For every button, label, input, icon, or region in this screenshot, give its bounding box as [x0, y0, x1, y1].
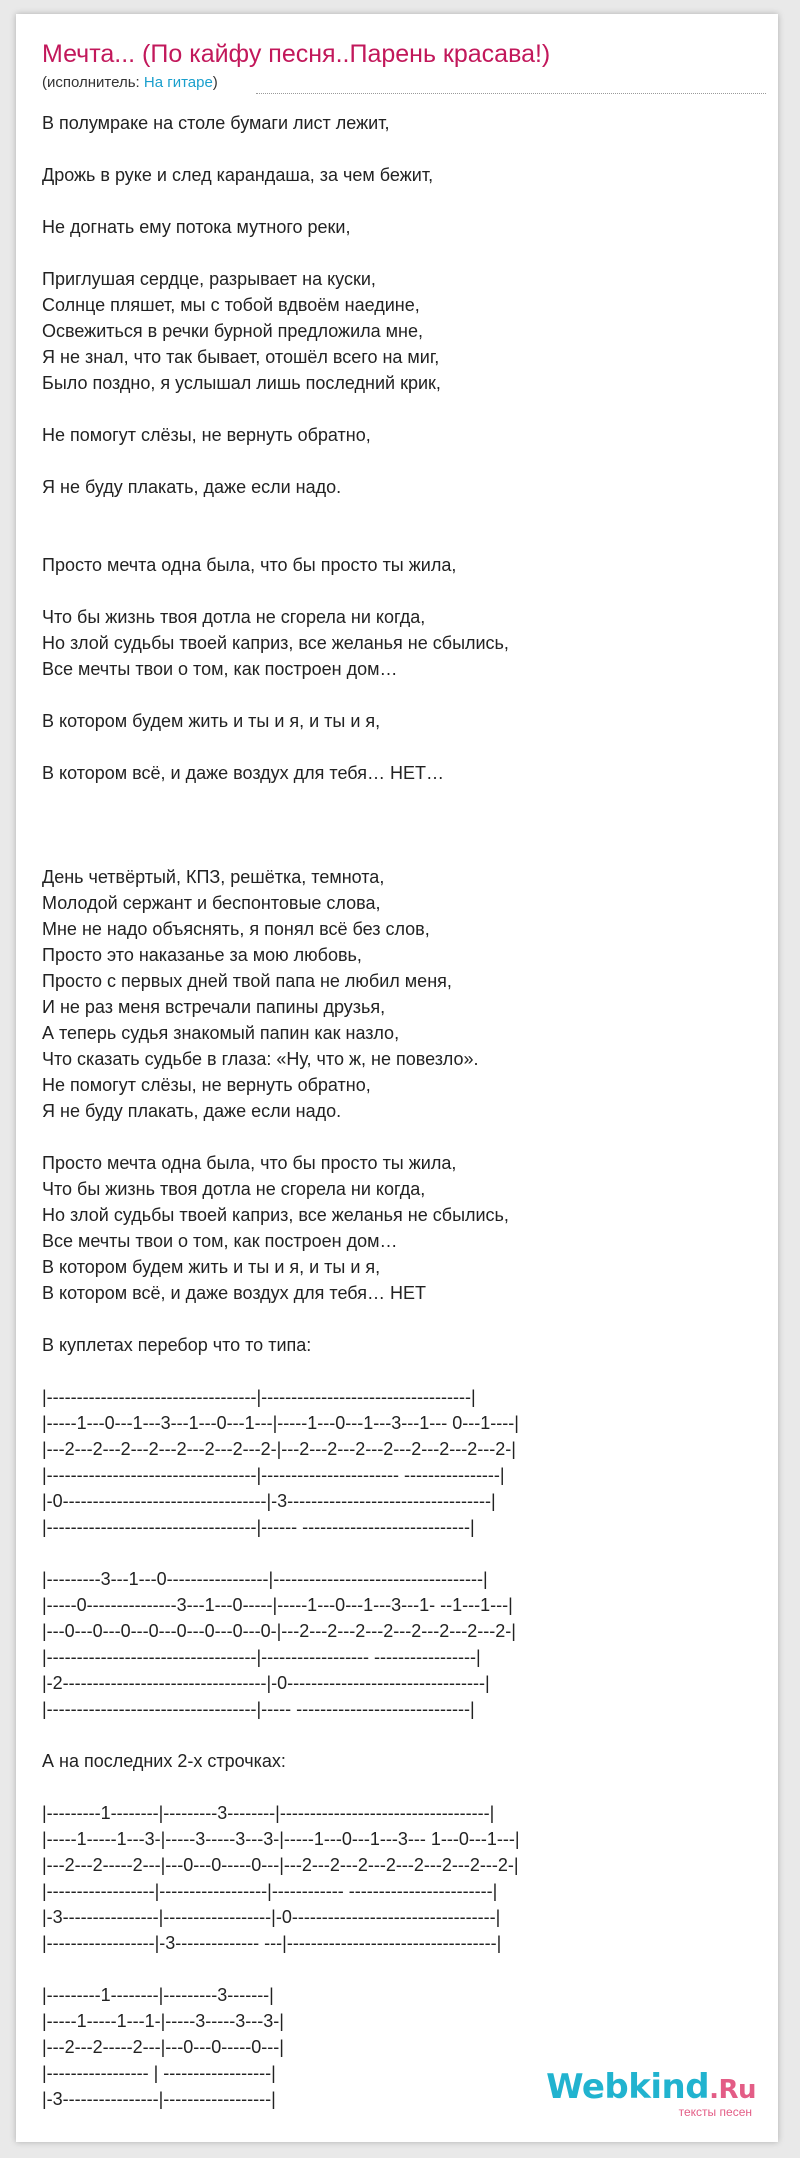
- content-card: [16, 14, 778, 2142]
- logo-tagline: тексты песен: [678, 2105, 752, 2119]
- logo-brand: Webkind: [546, 2067, 710, 2107]
- title-divider: [256, 93, 766, 94]
- logo-wordmark: [546, 2067, 756, 2107]
- site-logo[interactable]: [546, 2067, 756, 2119]
- song-lyrics: В полумраке на столе бумаги лист лежит, Дрожь в руке и след карандаша, за чем бежит, Не догнать ему потока мутного реки, Приглушая сердце, разрывает на куски, Солнце пляшет, мы с тобой вдвоём наедине, Освежиться в речки бурной предложила мне, Я не знал, что так бывает, отошёл всего на миг, Было поздно, я услышал лишь последний крик, Не помогут слёзы, не вернуть обратно, Я не буду плакать, даже если надо. Просто мечта одна была, что бы просто ты жила, Что бы жизнь твоя дотла не сгорела ни когда, Но злой судьбы твоей каприз, все желанья не сбылись, Все мечты твои о том, как построен дом… В котором будем жить и ты и я, и ты и я, В котором всё, и даже воздух для тебя… НЕТ… День четвёртый, КПЗ, решётка, темнота, Молодой сержант и беспонтовые слова, Мне не надо объяснять, я понял всё без слов, Просто это наказанье за мою любовь, Просто с первых дней твой папа не любил меня, И не раз меня встречали папины друзья, А теперь судья знакомый папин как назло, Что сказать судьбе в глаза: «Ну, что ж, не повезло». Не помогут слёзы, не вернуть обратно, Я не буду плакать, даже если надо. Просто мечта одна была, что бы просто ты жила, Что бы жизнь твоя дотла не сгорела ни когда, Но злой судьбы твоей каприз, все желанья не сбылись, Все мечты твои о том, как построен дом… В котором будем жить и ты и я, и ты и я, В котором всё, и даже воздух для тебя… НЕТ В куплетах перебор что то типа: |-----------------------------------|-----------------------------------| |-----1---0---1---3---1---0---1---|-----1---0---1---3---1--- 0---1----| |---2---2---2---2---2---2---2---2-|---2---2---2---2---2---2---2---2-| |-----------------------------------|----------------------- ----------------| |-0----------------------------------|-3----------------------------------| |-----------------------------------|------ ----------------------------| |---------3---1---0-----------------|-----------------------------------| |-----0---------------3---1---0-----|-----1---0---1---3---1- --1---1---| |---0---0---0---0---0---0---0---0-|---2---2---2---2---2---2---2---2-| |-----------------------------------|------------------ -----------------| |-2----------------------------------|-0---------------------------------| |-----------------------------------|----- -----------------------------| А на последних 2-х строчках: |---------1--------|---------3--------|-----------------------------------| |-----1-----1---3-|-----3-----3---3-|-----1---0---1---3--- 1---0---1---| |---2---2-----2---|---0---0-----0---|---2---2---2---2---2---2---2---2-| |------------------|------------------|------------ ------------------------| |-3----------------|------------------|-0----------------------------------| |------------------|-3-------------- ---|-----------------------------------| |---------1--------|---------3-------| |-----1-----1---1-|-----3-----3---3-| |---2---2-----2---|---0---0-----0---| |----------------- | ------------------| |-3----------------|------------------|: [42, 113, 520, 2109]
- performer-line: [42, 74, 218, 91]
- performer-link[interactable]: На гитаре: [143, 74, 213, 91]
- performer-prefix: (исполнитель:: [42, 74, 144, 91]
- performer-suffix: ): [212, 74, 218, 91]
- page-title: Мечта... (По кайфу песня..Парень красава!): [42, 40, 551, 68]
- logo-tld: .Ru: [709, 2075, 756, 2105]
